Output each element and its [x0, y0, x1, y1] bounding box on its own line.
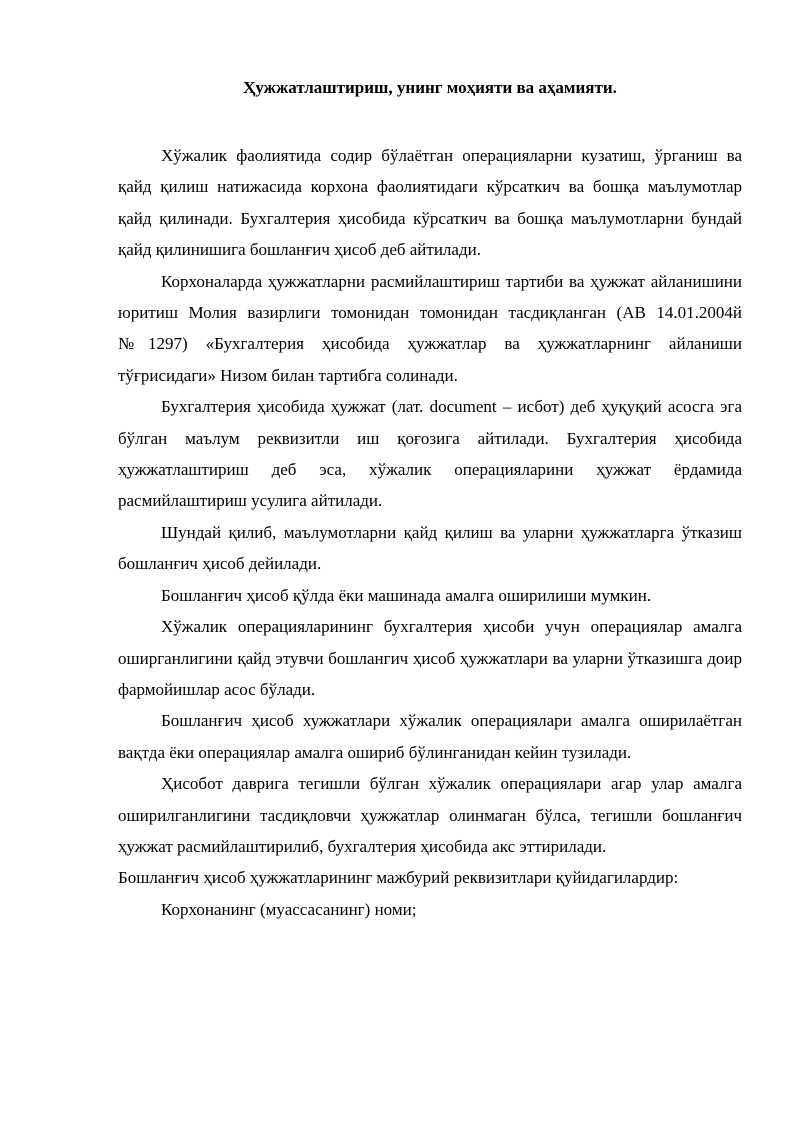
document-title: Ҳужжатлаштириш, унинг моҳияти ва аҳамияти. — [243, 78, 617, 97]
list-item-company-name: Корхонанинг (муассасанинг) номи; — [161, 899, 417, 919]
paragraph-mandatory-requisites: Бошланғич ҳисоб ҳужжатларининг мажбурий реквизитлари қуйидагилардир: — [118, 868, 679, 888]
paragraph-manual-or-machine: Бошланғич ҳисоб қўлда ёки машинада амалга оширилиши мумкин. — [161, 585, 652, 605]
paragraph-initial-accounting: Хўжалик фаолиятида содир бўлаётган операцияларни кузатиш, ўрганиш ва қайд қилиш натижасида корхона фаолиятидаги кўрсаткич ва бошқа маълумотлар қайд қилинади. Бухгалтерия ҳисобида кўрсаткич ва бошқа маълумотларни бундай қайд қилинишига бошланғич ҳисоб деб айтилади. — [118, 146, 742, 260]
document-body — [118, 140, 742, 925]
paragraph-reporting-period: Ҳисобот даврига тегишли бўлган хўжалик операциялари агар улар амалга оширилганлигини тасдиқловчи ҳужжатлар олинмаган бўлса, тегишли бошланғич ҳужжат расмийлаштирилиб, бухгалтерия ҳисобида акс эттирилади. — [118, 774, 742, 856]
paragraph-timing: Бошланғич ҳисоб хужжатлари хўжалик операциялари амалга оширилаётган вақтда ёки операциялар амалга ошириб бўлинганидан кейин тузилади. — [118, 711, 742, 762]
paragraph-basis-documents: Хўжалик операцияларининг бухгалтерия ҳисоби учун операциялар амалга оширганлигини қайд этувчи бошлангич ҳисоб ҳужжатлари ва уларни ўтказишга доир фармойишлар асос бўлади. — [118, 617, 742, 699]
paragraph-document-regulation: Корхоналарда ҳужжатларни расмийлаштириш тартиби ва ҳужжат айланишини юритиш Молия вазирлиги томонидан томонидан тасдиқланган (АВ 14.01.2004й №1297) «Бухгалтерия ҳисобида ҳужжатлар ва ҳужжатларнинг айланиши тўғрисидаги» Низом билан тартибга солинади. — [118, 271, 742, 385]
paragraph-document-definition: Бухгалтерия ҳисобида ҳужжат (лат. document – исбот) деб ҳуқуқий асосга эга бўлган маълум реквизитли иш қоғозига айтилади. Бухгалтерия ҳисобида ҳужжатлаштириш деб эса, хўжалик операцияларини ҳужжат ёрдамида расмийлаштириш усулига айтилади. — [118, 397, 742, 511]
paragraph-initial-accounting-summary: Шундай қилиб, маълумотларни қайд қилиш ва уларни ҳужжатларга ўтказиш бошланғич ҳисоб дейилади. — [118, 522, 742, 574]
